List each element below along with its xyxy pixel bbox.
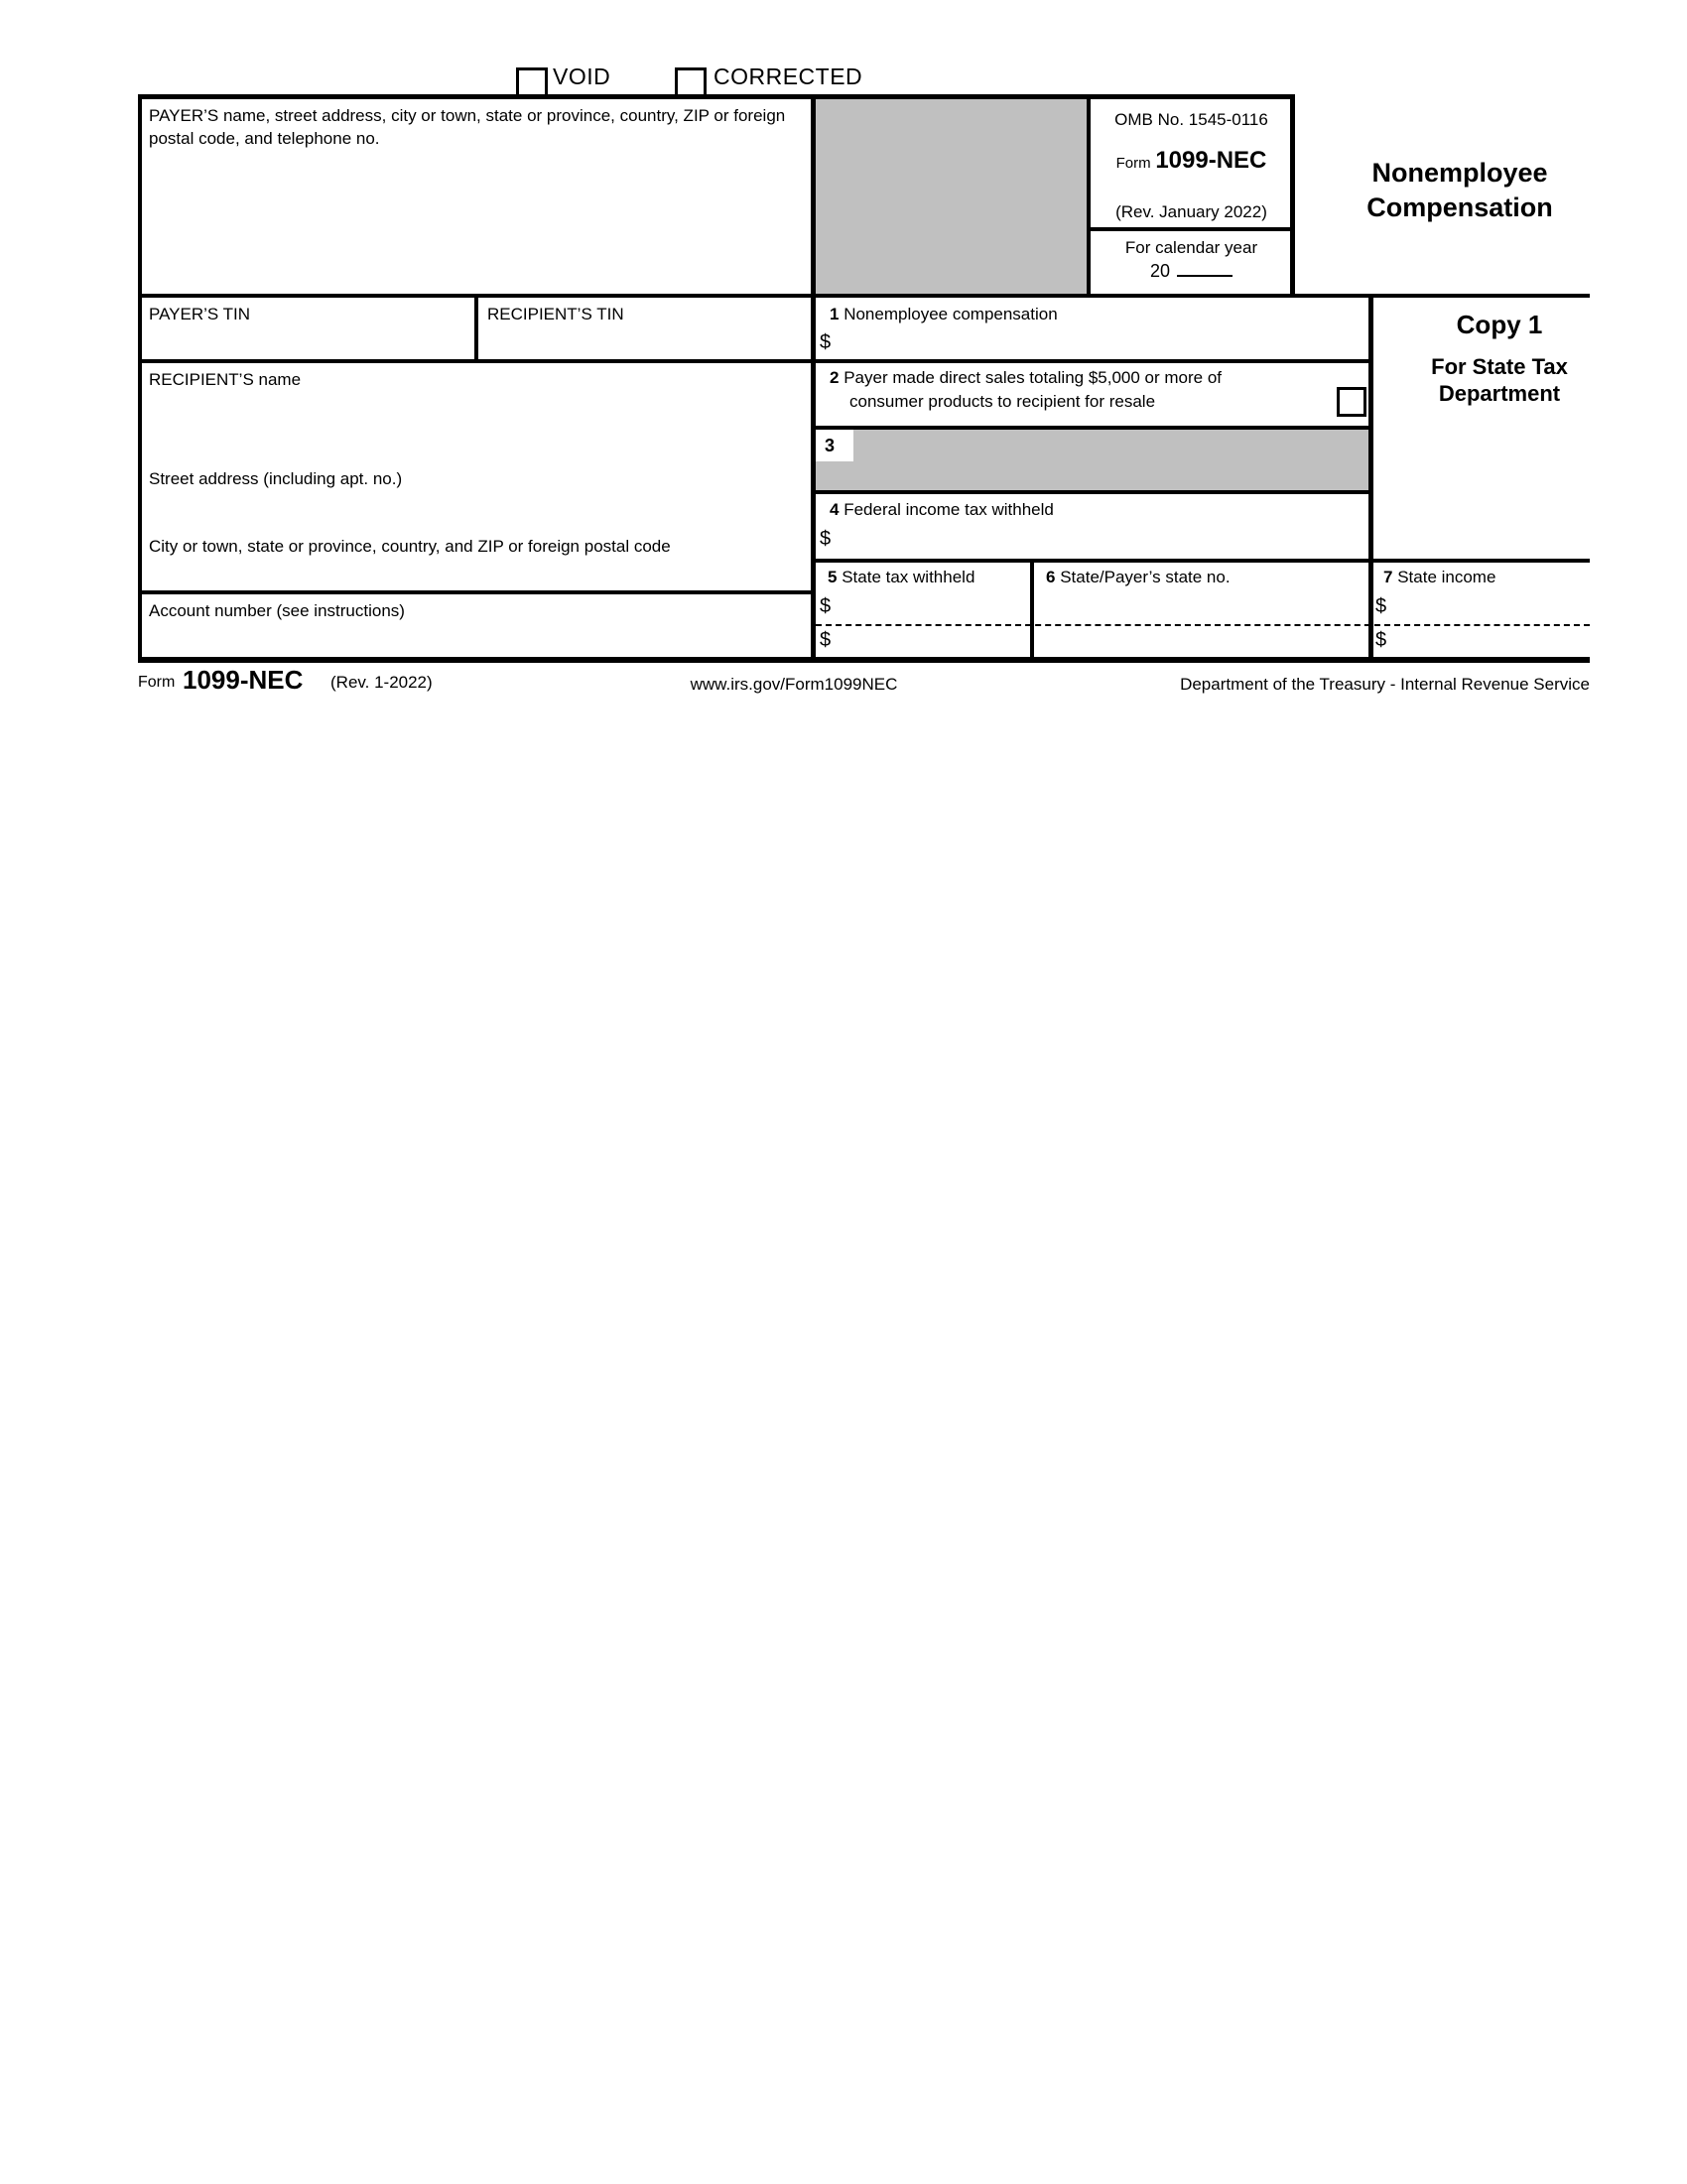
form-revision: (Rev. January 2022): [1115, 202, 1267, 221]
recipient-tin-field[interactable]: [482, 323, 808, 357]
shaded-area-top: [814, 97, 1090, 296]
calendar-year-blank[interactable]: [1177, 260, 1233, 277]
corrected-label: CORRECTED: [714, 64, 863, 89]
box5-dollar-sign-1: $: [820, 595, 832, 617]
box6-label: 6 State/Payer’s state no.: [1046, 568, 1231, 586]
box7-label: 7 State income: [1383, 568, 1496, 586]
calendar-year-prefix: 20: [1149, 261, 1171, 281]
box4-amount-field[interactable]: [840, 526, 1365, 554]
box3-bottom-border: [812, 490, 1373, 494]
tin-divider: [474, 294, 478, 363]
box5-label: 5 State tax withheld: [828, 568, 975, 586]
omb-left-border: [1087, 94, 1091, 298]
account-number-field[interactable]: [142, 622, 807, 654]
street-address-field[interactable]: [142, 490, 807, 530]
direct-sales-checkbox[interactable]: [1337, 387, 1366, 417]
box7-dollar-sign-2: $: [1375, 629, 1387, 651]
void-label: VOID: [553, 64, 611, 89]
box3-number: 3: [825, 436, 836, 455]
box7-dollar-sign-1: $: [1375, 595, 1387, 617]
box2-label: 2 Payer made direct sales totaling $5,000 or more of: [830, 368, 1223, 387]
left-column-right-border: [811, 94, 816, 663]
form-word: Form: [1115, 155, 1151, 172]
irs-url-link[interactable]: www.irs.gov/Form1099NEC: [690, 675, 898, 694]
box1-dollar-sign: $: [820, 331, 832, 353]
footer-agency: Department of the Treasury - Internal Revenue Service: [1180, 675, 1590, 694]
calendar-year-label: For calendar year: [1124, 238, 1258, 257]
box5-amount-field-2[interactable]: [840, 627, 1028, 655]
omb-calendar-divider: [1090, 227, 1293, 231]
box1-amount-field[interactable]: [840, 329, 1365, 357]
calendar-year-row: [1092, 259, 1291, 283]
copy-for-line2: Department: [1438, 381, 1561, 406]
account-number-label: Account number (see instructions): [149, 601, 405, 620]
form-number-block: [1092, 145, 1291, 177]
form-title-line2: Compensation: [1366, 193, 1553, 222]
footer-revision: (Rev. 1-2022): [330, 673, 433, 692]
form-top-border: [138, 94, 1293, 99]
recipient-name-label: RECIPIENT’S name: [149, 370, 302, 389]
box5-dollar-sign-2: $: [820, 629, 832, 651]
box5-amount-field-1[interactable]: [840, 593, 1028, 621]
city-state-zip-label: City or town, state or province, country, and ZIP or foreign postal code: [149, 537, 671, 556]
form-number: 1099-NEC: [1155, 147, 1267, 174]
copy-label: Copy 1: [1456, 310, 1543, 339]
box2-bottom-border: [812, 426, 1373, 430]
box4-dollar-sign: $: [820, 528, 832, 550]
footer-form-word: Form: [138, 674, 176, 691]
box2-label-line2: consumer products to recipient for resale: [849, 392, 1156, 411]
footer-form-number: 1099-NEC: [183, 665, 304, 695]
box4-bottom-border: [812, 559, 1590, 563]
amount-dashed-divider: [816, 624, 1590, 626]
recipient-tin-label: RECIPIENT’S TIN: [487, 305, 624, 323]
copy-for-line1: For State Tax: [1431, 354, 1568, 379]
street-address-label: Street address (including apt. no.): [149, 469, 403, 488]
payer-tin-label: PAYER’S TIN: [149, 305, 251, 323]
city-state-zip-field[interactable]: [142, 558, 807, 587]
payer-info-label: PAYER’S name, street address, city or town, state or province, country, ZIP or foreign postal code, and telephone no.: [149, 106, 786, 148]
payer-info-field[interactable]: [142, 149, 807, 288]
box6-state-no-field-1[interactable]: [1038, 593, 1365, 621]
payer-tin-field[interactable]: [142, 323, 469, 357]
box5-box6-divider: [1030, 559, 1034, 663]
box7-amount-field-1[interactable]: [1395, 593, 1584, 621]
box4-label: 4 Federal income tax withheld: [830, 500, 1054, 519]
recipient-name-field[interactable]: [142, 391, 807, 462]
copy-column-left-border: [1368, 294, 1373, 663]
box6-state-no-field-2[interactable]: [1038, 627, 1365, 655]
box1-label: 1 Nonemployee compensation: [830, 305, 1058, 323]
box3-shaded-area: [814, 428, 1369, 492]
form-title-line1: Nonemployee: [1371, 158, 1548, 188]
box7-amount-field-2[interactable]: [1395, 627, 1584, 655]
tin-row-bottom-border: [138, 359, 1373, 363]
account-top-border: [138, 590, 816, 594]
omb-number: OMB No. 1545-0116: [1114, 110, 1268, 129]
